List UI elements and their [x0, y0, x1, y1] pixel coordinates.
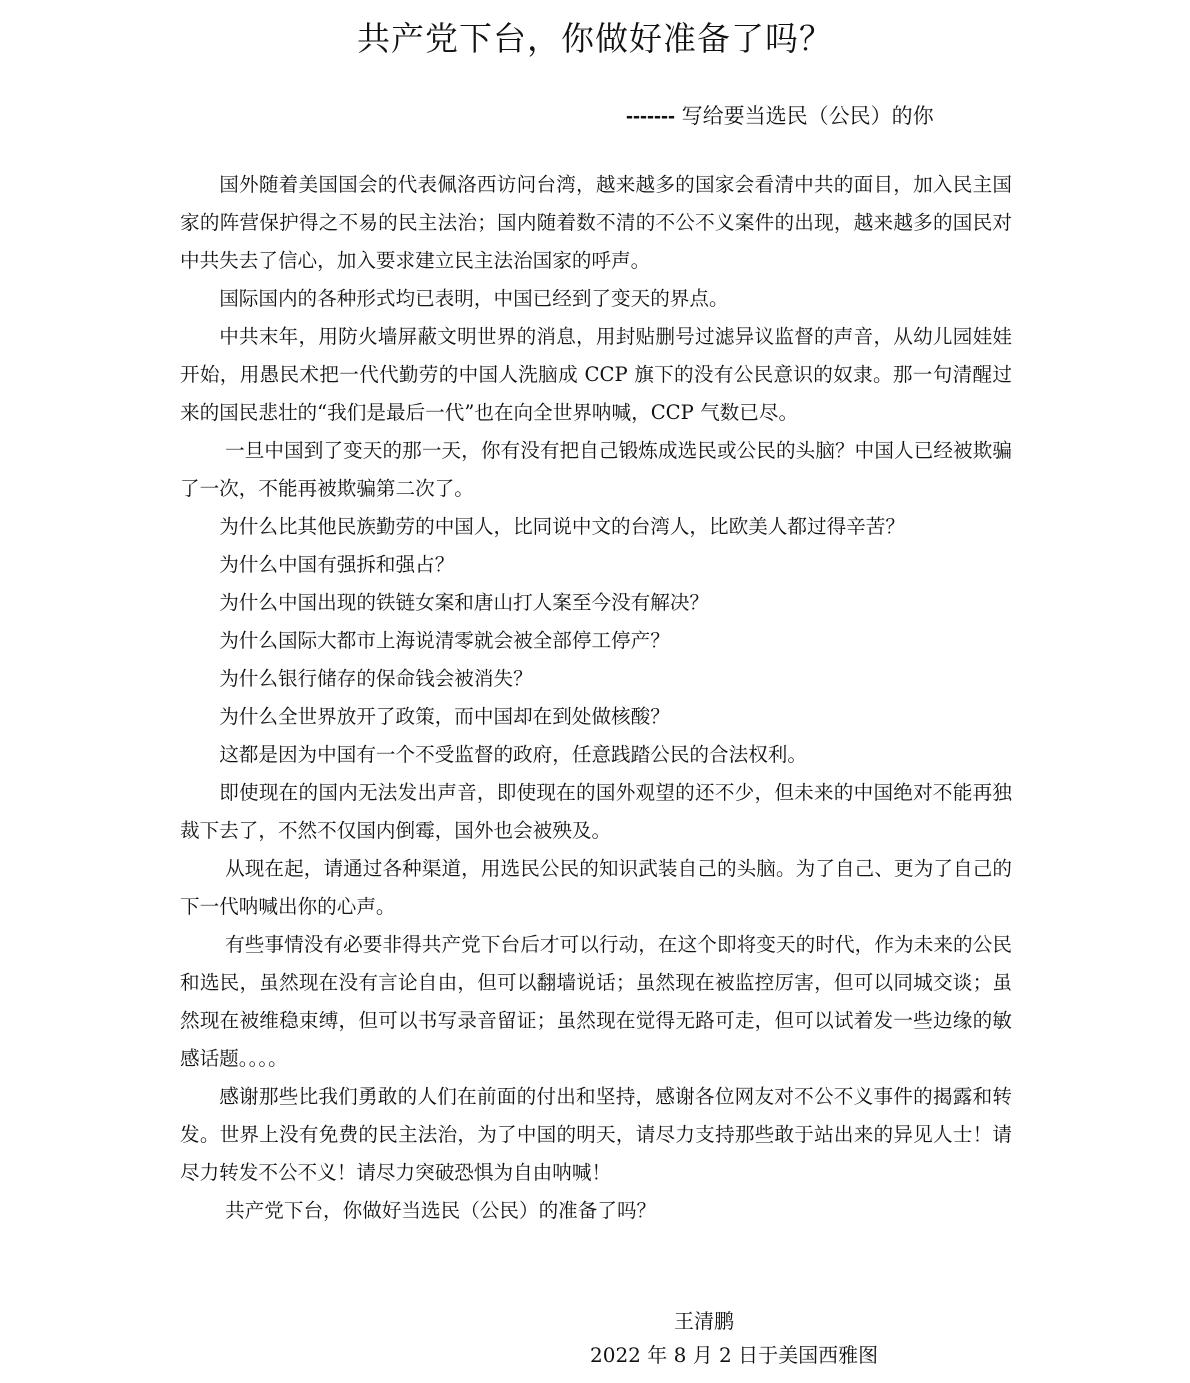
paragraph: 从现在起，请通过各种渠道，用选民公民的知识武装自己的头脑。为了自己、更为了自己的下一代呐喊出你的心声。: [180, 857, 1012, 918]
paragraph: 这都是因为中国有一个不受监督的政府，任意践踏公民的合法权利。: [219, 743, 807, 766]
document-body: [180, 166, 1012, 1230]
paragraph: 为什么银行储存的保命钱会被消失？: [219, 667, 533, 690]
paragraph: 为什么全世界放开了政策，而中国却在到处做核酸？: [219, 705, 670, 728]
paragraph: 国外随着美国国会的代表佩洛西访问台湾，越来越多的国家会看清中共的面目，加入民主国家的阵营保护得之不易的民主法治；国内随着数不清的不公不义案件的出现，越来越多的国民对中共失去了信心，加入要求建立民主法治国家的呼声。: [180, 173, 1012, 272]
dateline: 2022 年 8 月 2 日于美国西雅图: [590, 1343, 879, 1367]
paragraph: 共产党下台，你做好当选民（公民）的准备了吗？: [225, 1199, 657, 1222]
author-signature: 王清鹏: [674, 1309, 734, 1333]
document-subtitle: [626, 100, 934, 133]
subtitle-text: 写给要当选民（公民）的你: [681, 104, 934, 128]
paragraph: 即使现在的国内无法发出声音，即使现在的国外观望的还不少，但未来的中国绝对不能再独裁下去了，不然不仅国内倒霉，国外也会被殃及。: [180, 781, 1012, 842]
paragraph: 一旦中国到了变天的那一天，你有没有把自己锻炼成选民或公民的头脑？中国人已经被欺骗了一次，不能再被欺骗第二次了。: [180, 439, 1012, 500]
paragraph: 有些事情没有必要非得共产党下台后才可以行动，在这个即将变天的时代，作为未来的公民和选民，虽然现在没有言论自由，但可以翻墙说话；虽然现在被监控厉害，但可以同城交谈；虽然现在被维稳束缚，但可以书写录音留证；虽然现在觉得无路可走，但可以试着发一些边缘的敏感话题。。。。: [180, 933, 1012, 1070]
paragraph: 为什么中国出现的铁链女案和唐山打人案至今没有解决？: [219, 591, 710, 614]
paragraph: 为什么中国有强拆和强占？: [219, 553, 455, 576]
paragraph: 中共末年，用防火墙屏蔽文明世界的消息，用封贴删号过滤异议监督的声音，从幼儿园娃娃开始，用愚民术把一代代勤劳的中国人洗脑成 CCP 旗下的没有公民意识的奴隶。那一句清醒过来的国民悲壮的“我们是最后一代”也在向全世界呐喊，CCP 气数已尽。: [180, 325, 1012, 424]
subtitle-dash: -------: [626, 105, 675, 128]
paragraph: 为什么国际大都市上海说清零就会被全部停工停产？: [219, 629, 670, 652]
document-title: 共产党下台，你做好准备了吗？: [357, 19, 833, 58]
paragraph: 感谢那些比我们勇敢的人们在前面的付出和坚持，感谢各位网友对不公不义事件的揭露和转发。世界上没有免费的民主法治，为了中国的明天，请尽力支持那些敢于站出来的异见人士！请尽力转发不公不义！请尽力突破恐惧为自由呐喊！: [180, 1085, 1012, 1184]
paragraph: 国际国内的各种形式均已表明，中国已经到了变天的界点。: [219, 287, 729, 310]
paragraph: 为什么比其他民族勤劳的中国人，比同说中文的台湾人，比欧美人都过得辛苦？: [219, 515, 905, 538]
